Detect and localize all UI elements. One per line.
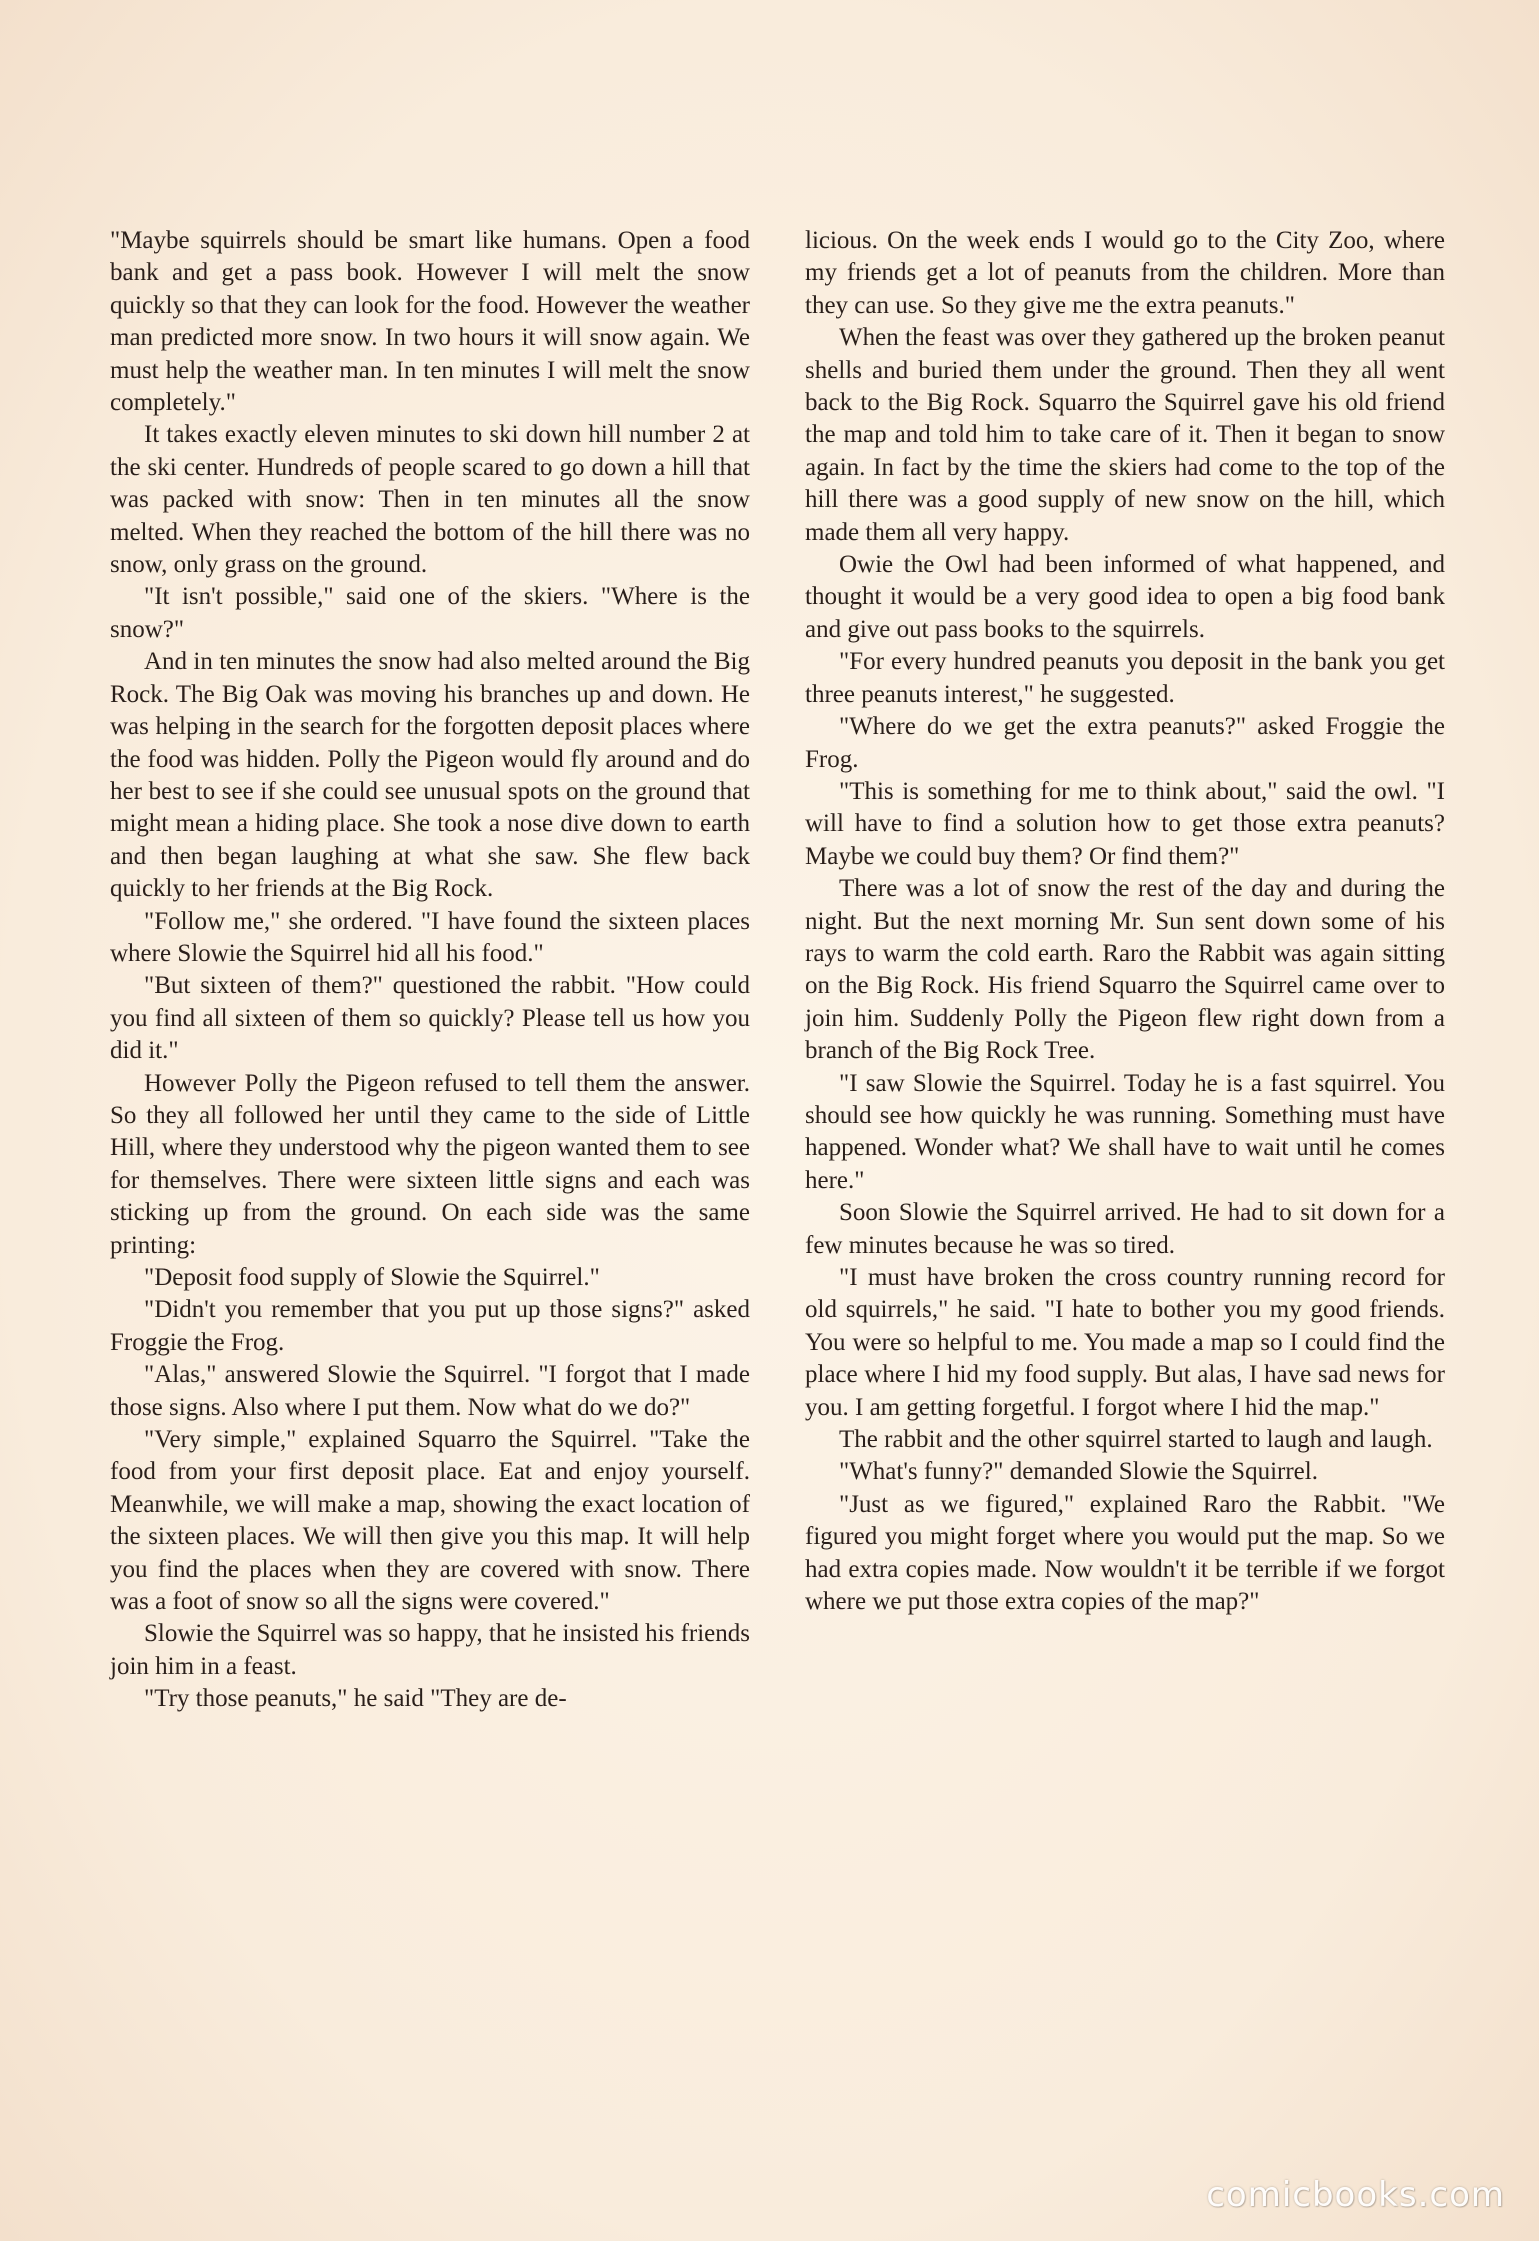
paragraph: Soon Slowie the Squirrel arrived. He had to sit down for a few minutes because he was so tired. (805, 1199, 1445, 1259)
paragraph: "Follow me," she ordered. "I have found the sixteen places where Slowie the Squirrel hid all his food." (110, 907, 750, 967)
paragraph: "Alas," answered Slowie the Squirrel. "I forgot that I made those signs. Also where I put them. Now what do we do?" (110, 1361, 750, 1421)
paragraph: Owie the Owl had been informed of what happened, and thought it would be a very good idea to open a big food bank and give out pass books to the squirrels. (805, 551, 1445, 643)
paragraph: "It isn't possible," said one of the skiers. "Where is the snow?" (110, 583, 750, 643)
text-column-right (805, 225, 1445, 1618)
paragraph: licious. On the week ends I would go to the City Zoo, where my friends get a lot of peanuts from the children. More than they can use. So they give me the extra peanuts." (805, 227, 1445, 319)
paragraph: "This is something for me to think about," said the owl. "I will have to find a solution how to get those extra peanuts? Maybe we could buy them? Or find them?" (805, 777, 1445, 870)
paragraph: Slowie the Squirrel was so happy, that he insisted his friends join him in a feast. (110, 1620, 750, 1680)
paragraph: "I must have broken the cross country running record for old squirrels," he said. "I hate to bother you my good friends. You were so helpful to me. You made a map so I could find the place where I hid my food supply. But alas, I have sad news for you. I am getting forgetful. I forgot where I hid the map." (805, 1264, 1445, 1421)
paragraph: "But sixteen of them?" questioned the rabbit. "How could you find all sixteen of them so quickly? Please tell us how you did it." (110, 972, 750, 1065)
paragraph: "Very simple," explained Squarro the Squirrel. "Take the food from your first deposit place. Eat and enjoy yourself. Meanwhile, we will make a map, showing the exact location of the sixteen places. We will then give you this map. It will help you find the places when they are covered with snow. There was a foot of snow so all the signs were covered." (110, 1426, 750, 1616)
paragraph: There was a lot of snow the rest of the day and during the night. But the next morning Mr. Sun sent down some of his rays to warm the cold earth. Raro the Rabbit was again sitting on the Big Rock. His friend Squarro the Squirrel came over to join him. Suddenly Polly the Pigeon flew right down from a branch of the Big Rock Tree. (805, 875, 1445, 1065)
paragraph: When the feast was over they gathered up the broken peanut shells and buried them under the ground. Then they all went back to the Big Rock. Squarro the Squirrel gave his old friend the map and told him to take care of it. Then it began to snow again. In fact by the time the skiers had come to the top of the hill there was a good supply of new snow on the hill, which made them all very happy. (805, 324, 1445, 546)
paragraph: "For every hundred peanuts you deposit in the bank you get three peanuts interest," he suggested. (805, 648, 1445, 708)
paragraph: "I saw Slowie the Squirrel. Today he is a fast squirrel. You should see how quickly he was running. Something must have happened. Wonder what? We shall have to wait until he comes here." (805, 1069, 1445, 1194)
paragraph: "Try those peanuts," he said "They are de- (144, 1685, 567, 1713)
paragraph: "Just as we figured," explained Raro the Rabbit. "We figured you might forget where you would put the map. So we had extra copies made. Now wouldn't it be terrible if we forgot where we put those extra copies of the map?" (805, 1490, 1445, 1616)
paragraph: "What's funny?" demanded Slowie the Squirrel. (839, 1458, 1318, 1486)
watermark: comicbooks.com (1206, 2175, 1505, 2215)
paragraph: The rabbit and the other squirrel started to laugh and laugh. (839, 1426, 1433, 1454)
paragraph: "Where do we get the extra peanuts?" asked Froggie the Frog. (805, 713, 1445, 773)
paragraph: It takes exactly eleven minutes to ski down hill number 2 at the ski center. Hundreds of people scared to go down a hill that was packed with snow: Then in ten minutes all the snow melted. When they reached the bottom of the hill there was no snow, only grass on the ground. (110, 421, 750, 579)
paragraph: "Maybe squirrels should be smart like humans. Open a food bank and get a pass book. However I will melt the snow quickly so that they can look for the food. However the weather man predicted more snow. In two hours it will snow again. We must help the weather man. In ten minutes I will melt the snow completely." (110, 227, 750, 417)
paragraph: However Polly the Pigeon refused to tell them the answer. So they all followed her until they came to the side of Little Hill, where they understood why the pigeon wanted them to see for themselves. There were sixteen little signs and each was sticking up from the ground. On each side was the same printing: (110, 1069, 750, 1259)
text-column-left (110, 225, 750, 1716)
paragraph: And in ten minutes the snow had also melted around the Big Rock. The Big Oak was moving his branches up and down. He was helping in the search for the forgotten deposit places where the food was hidden. Polly the Pigeon would fly around and do her best to see if she could see unusual spots on the ground that might mean a hiding place. She took a nose dive down to earth and then began laughing at what she saw. She flew back quickly to her friends at the Big Rock. (110, 648, 750, 903)
paragraph: "Didn't you remember that you put up those signs?" asked Froggie the Frog. (110, 1296, 750, 1356)
paragraph: "Deposit food supply of Slowie the Squirrel." (144, 1264, 600, 1291)
